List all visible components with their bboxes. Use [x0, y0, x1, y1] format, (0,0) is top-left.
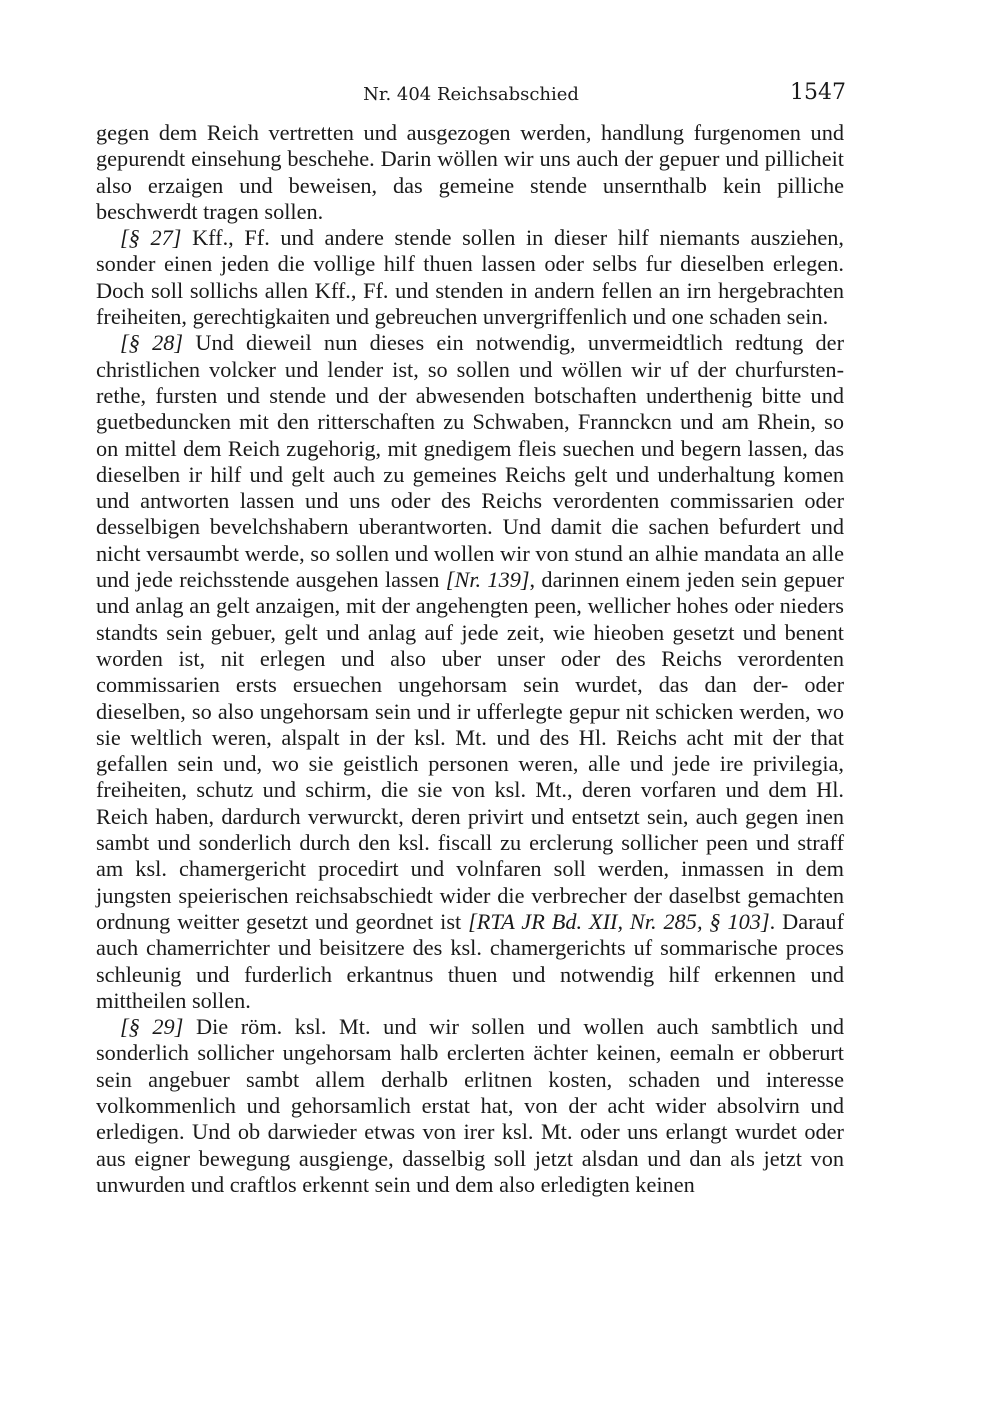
text-run: Und dieweil nun dieses ein notwendig, unvermeidtlich redtung der christlichen volcker und lender ist, so sollen und wöllen wir uf der churfurstenrethe, fursten und stende und der abwesenden botschaften underthenig bitte und guetbeduncken mit den ritterschaften zu Schwaben, Frannckcn und am Rhein, so on mittel dem Reich zugehorig, mit gnedigem fleis suechen und begern lassen, das dieselben ir hilf und gelt auch zu gemeines Reichs gelt und underhaltung komen und antworten lassen und uns oder des Reichs verordenten commissarien oder desselbigen bevelchshabern uberantworten. Und damit die sachen befurdert und nicht versaumbt werde, so sollen und wollen wir von stund an alhie mandata an alle und jede reichsstende ausgehen lassen — [96, 330, 844, 593]
paragraph-section-29 — [96, 1014, 844, 1198]
running-title: Nr. 404 Reichsabschied — [363, 84, 579, 105]
section-marker: [§ 29] — [120, 1014, 184, 1040]
running-head — [96, 80, 846, 108]
editorial-reference: [RTA JR Bd. XII, Nr. 285, § 103] — [468, 908, 770, 934]
editorial-reference: [Nr. 139] — [445, 567, 530, 593]
text-run: . Darauf auch chamerrichter und beisitzere des ksl. chamergerichts uf sommarische proces schleunig und furderlich erkantnus thuen und notwendig hilf erkennen und mittheilen sollen. — [96, 908, 845, 1013]
text-run: gegen dem Reich vertretten und ausgezogen werden, handlung furgenomen und gepurendt einsehung beschehe. Darin wöllen wir uns auch der gepuer und pillicheit also erzaigen und beweisen, das gemeine stende unsernthalb kein pilliche beschwerdt tragen sollen. — [96, 120, 844, 224]
body-text — [96, 120, 844, 1198]
page-number: 1547 — [790, 80, 846, 105]
section-marker: [§ 28] — [120, 330, 184, 356]
section-marker: [§ 27] — [120, 225, 182, 251]
paragraph-section-27 — [96, 225, 844, 330]
paragraph-section-28 — [96, 330, 844, 1014]
text-run: Kff., Ff. und andere stende sollen in dieser hilf niemants ausziehen, sonder einen jeden die vollige hilf thuen lassen oder selbs fur dieselben erlegen. Doch soll sollichs allen Kff., Ff. und stenden in andern fellen an irn hergebrachten freiheiten, gerechtigkaiten und gebreuchen unvergriffenlich und one schaden sein. — [96, 225, 845, 330]
paragraph-1 — [96, 120, 844, 225]
text-run: , darinnen einem jeden sein gepuer und anlag an gelt anzaigen, mit der angehengten peen, wellicher hohes oder nieders standts sein gebuer, gelt und anlag auf jede zeit, wie hieoben gesetzt und benent worden ist, nit erlegen und also uber unser oder des Reichs verordenten commissarien ersts ersuechen ungehorsam sein wurdet, das dan der- oder dieselben, so also ungehorsam sein und ir ufferlegte gepur nit schicken werden, wo sie weltlich weren, alspalt in der ksl. Mt. und des Hl. Reichs acht mit der that gefallen sein und, wo sie geistlich personen weren, alle und jede ire privilegia, freiheiten, schutz und schirm, die sie von ksl. Mt., deren vorfaren und dem Hl. Reich haben, dardurch verwurckt, deren privirt und entsetzt sein, auch gegen inen sambt und sonderlich durch den ksl. fiscall zu erclerung sollicher peen und straff am ksl. chamergericht procedirt und volnfaren soll werden, inmassen in dem jungsten speierischen reichsabschiedt wider die verbrecher der daselbst gemachten ordnung weitter gesetzt und geordnet ist — [96, 567, 845, 934]
text-run: Die röm. ksl. Mt. und wir sollen und wollen auch sambtlich und sonderlich sollicher ungehorsam halb erclerten ächter keinen, eemaln er obberurt sein angebuer sambt allem derhalb erlitnen kosten, schaden und interesse volkommenlich und gehorsamlich erstat hat, von der acht wider absolvirn und erledigen. Und ob darwieder etwas von irer ksl. Mt. oder uns erlangt wurdet oder aus eigner bewegung ausgienge, dasselbig soll jetzt alsdan und dan als jetzt von unwurden und craftlos erkennt sein und dem also erledigten keinen — [96, 1014, 844, 1197]
